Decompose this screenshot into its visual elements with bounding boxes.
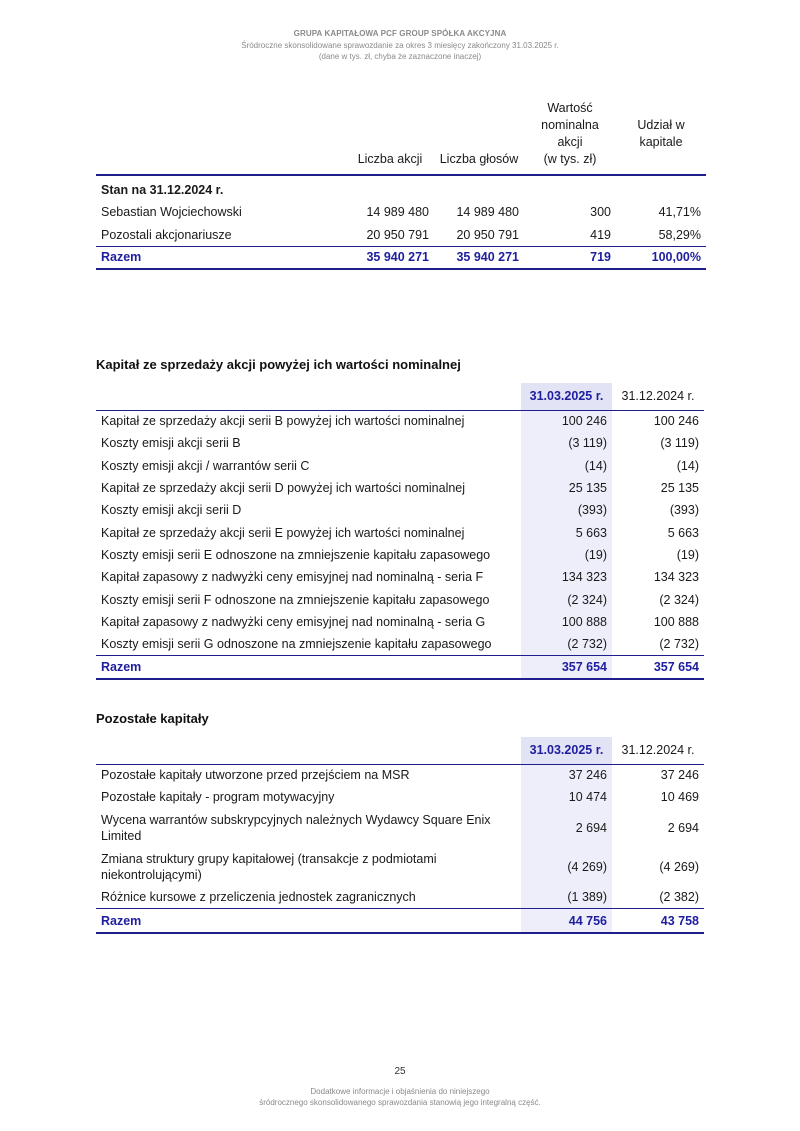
- table-row: [96, 410, 704, 432]
- shares-cell: 20 950 791: [366, 227, 429, 242]
- header-share: [616, 100, 706, 175]
- table-row: [96, 887, 704, 909]
- footer-note-line: śródrocznego skonsolidowanego sprawozdania stanowią jego integralną część.: [259, 1098, 541, 1107]
- row-label: Kapitał zapasowy z nadwyżki ceny emisyjnej nad nominalną - seria F: [101, 570, 484, 585]
- header-nominal-line: Wartość: [547, 101, 593, 115]
- total-label: Razem: [96, 246, 346, 269]
- current-period-value: 25 135: [521, 477, 612, 499]
- current-period-value: (3 119): [521, 432, 612, 454]
- table-row: [96, 224, 706, 247]
- total-votes: 35 940 271: [434, 246, 524, 269]
- row-label: Zmiana struktury grupy kapitałowej (transakcje z podmiotami niekontrolującymi): [101, 852, 437, 883]
- row-label: Koszty emisji serii G odnoszone na zmniejszenie kapitału zapasowego: [101, 636, 492, 651]
- row-label: Pozostałe kapitały - program motywacyjny: [101, 790, 335, 805]
- shareholder-name: Sebastian Wojciechowski: [101, 205, 242, 220]
- table-row: [96, 477, 704, 499]
- other-rows: [96, 764, 704, 909]
- table-row: [96, 566, 704, 588]
- premium-section-title: Kapitał ze sprzedaży akcji powyżej ich wartości nominalnej: [96, 357, 461, 372]
- current-period-value: 10 474: [521, 786, 612, 808]
- share-cell: 41,71%: [658, 205, 701, 220]
- table-row: [96, 809, 704, 848]
- report-period-header: Śródroczne skonsolidowane sprawozdanie za okres 3 miesięcy zakończony 31.03.2025 r.: [241, 41, 559, 50]
- total-shares: 35 940 271: [346, 246, 434, 269]
- current-period-value: (19): [521, 544, 612, 566]
- votes-cell: 20 950 791: [456, 227, 519, 242]
- header-votes: Liczba głosów: [434, 100, 524, 175]
- row-label: Koszty emisji akcji / warrantów serii C: [101, 458, 310, 473]
- current-period-value: (393): [521, 499, 612, 521]
- shares-cell: 14 989 480: [366, 205, 429, 220]
- table-row: [96, 521, 704, 543]
- total-prior: 357 654: [612, 655, 704, 679]
- prior-period-value: 100 888: [653, 614, 699, 629]
- report-company-header: GRUPA KAPITAŁOWA PCF GROUP SPÓŁKA AKCYJNA: [293, 29, 507, 38]
- footer-note-line: Dodatkowe informacje i objaśnienia do niniejszego: [310, 1087, 490, 1096]
- table-row: [96, 633, 704, 655]
- other-header-row: [96, 737, 704, 764]
- header-share-line: kapitale: [639, 135, 683, 149]
- header-blank: [96, 100, 346, 175]
- table-row: [96, 611, 704, 633]
- table-row: [96, 201, 706, 224]
- prior-period-value: 10 469: [660, 790, 699, 805]
- prior-period-value: (3 119): [660, 436, 699, 451]
- prior-period-value: (4 269): [659, 860, 699, 875]
- row-label: Kapitał ze sprzedaży akcji serii E powyżej ich wartości nominalnej: [101, 525, 465, 540]
- total-label: Razem: [96, 655, 521, 679]
- shareholder-name: Pozostali akcjonariusze: [101, 227, 232, 242]
- header-nominal-line: akcji: [557, 135, 583, 149]
- prior-period-value: 134 323: [653, 570, 699, 585]
- premium-rows: [96, 410, 704, 655]
- prior-period-value: (2 732): [659, 636, 699, 651]
- row-label: Koszty emisji akcji serii D: [101, 503, 242, 518]
- row-label: Koszty emisji serii E odnoszone na zmniejszenie kapitału zapasowego: [101, 547, 491, 562]
- row-label: Kapitał zapasowy z nadwyżki ceny emisyjnej nad nominalną - seria G: [101, 614, 486, 629]
- header-prior-period: 31.12.2024 r.: [612, 383, 704, 410]
- current-period-value: (14): [521, 455, 612, 477]
- prior-period-value: 100 246: [653, 414, 699, 429]
- current-period-value: 100 888: [521, 611, 612, 633]
- header-shares: Liczba akcji: [346, 100, 434, 175]
- row-label: Koszty emisji serii F odnoszone na zmniejszenie kapitału zapasowego: [101, 592, 490, 607]
- total-row: [96, 246, 706, 269]
- header-share-line: Udział w: [637, 118, 685, 132]
- table-row: [96, 544, 704, 566]
- prior-period-value: 2 694: [667, 821, 699, 836]
- total-current: 357 654: [521, 655, 612, 679]
- header-nominal-line: nominalna: [541, 118, 599, 132]
- row-label: Kapitał ze sprzedaży akcji serii B powyżej ich wartości nominalnej: [101, 414, 465, 429]
- row-label: Koszty emisji akcji serii B: [101, 436, 241, 451]
- prior-period-value: (2 382): [659, 890, 699, 905]
- prior-period-value: (14): [676, 458, 699, 473]
- prior-period-value: 5 663: [667, 525, 699, 540]
- current-period-value: 37 246: [521, 764, 612, 786]
- share-premium-table: [96, 383, 704, 680]
- header-nominal: [524, 100, 616, 175]
- prior-period-value: 25 135: [660, 481, 699, 496]
- table-row: [96, 432, 704, 454]
- shareholders-table: [96, 100, 706, 270]
- total-current: 44 756: [521, 909, 612, 933]
- row-label: Kapitał ze sprzedaży akcji serii D powyżej ich wartości nominalnej: [101, 481, 466, 496]
- table-row: [96, 588, 704, 610]
- row-label: Wycena warrantów subskrypcyjnych należnych Wydawcy Square Enix Limited: [101, 813, 491, 844]
- other-capital-table: [96, 737, 704, 934]
- table-row: [96, 455, 704, 477]
- table-row: [96, 848, 704, 887]
- table-row: [96, 786, 704, 808]
- total-nominal: 719: [524, 246, 616, 269]
- current-period-value: 100 246: [521, 410, 612, 432]
- header-prior-period: 31.12.2024 r.: [612, 737, 704, 764]
- table-row: [96, 499, 704, 521]
- premium-header-row: [96, 383, 704, 410]
- header-blank: [96, 383, 521, 410]
- current-period-value: (1 389): [521, 887, 612, 909]
- row-label: Pozostałe kapitały utworzone przed przejściem na MSR: [101, 768, 410, 783]
- share-cell: 58,29%: [658, 227, 701, 242]
- nominal-cell: 419: [590, 227, 611, 242]
- row-label: Różnice kursowe z przeliczenia jednostek zagranicznych: [101, 890, 416, 905]
- votes-cell: 14 989 480: [456, 205, 519, 220]
- total-row: [96, 655, 704, 679]
- section-label: Stan na 31.12.2024 r.: [101, 182, 224, 197]
- current-period-value: 5 663: [521, 521, 612, 543]
- current-period-value: (2 324): [521, 588, 612, 610]
- prior-period-value: (2 324): [659, 592, 699, 607]
- total-row: [96, 909, 704, 933]
- current-period-value: 134 323: [521, 566, 612, 588]
- nominal-cell: 300: [590, 205, 611, 220]
- shareholders-header-row: [96, 100, 706, 175]
- total-share: 100,00%: [616, 246, 706, 269]
- section-row: [96, 175, 706, 201]
- report-units-note: (dane w tys. zł, chyba że zaznaczone inaczej): [318, 52, 482, 61]
- other-capital-section-title: Pozostałe kapitały: [96, 711, 209, 726]
- current-period-value: (2 732): [521, 633, 612, 655]
- header-current-period: 31.03.2025 r.: [521, 737, 612, 764]
- prior-period-value: (19): [676, 547, 699, 562]
- header-nominal-line: (w tys. zł): [543, 152, 597, 166]
- total-label: Razem: [96, 909, 521, 933]
- prior-period-value: (393): [669, 503, 699, 518]
- prior-period-value: 37 246: [660, 768, 699, 783]
- total-prior: 43 758: [612, 909, 704, 933]
- current-period-value: 2 694: [521, 809, 612, 848]
- current-period-value: (4 269): [521, 848, 612, 887]
- page-number: 25: [394, 1066, 406, 1077]
- header-blank: [96, 737, 521, 764]
- header-current-period: 31.03.2025 r.: [521, 383, 612, 410]
- table-row: [96, 764, 704, 786]
